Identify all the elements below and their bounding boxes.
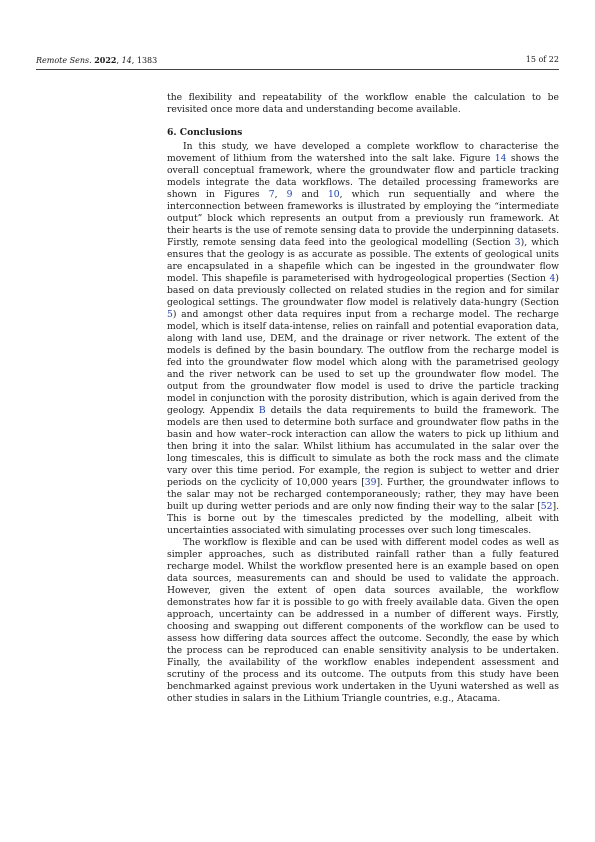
text-run: ]. This is borne out by the timescales predicted by the modelling, albeit with uncertainties associated with simulating processes over such long timescales.	[167, 501, 559, 536]
text-run: details the data requirements to build the framework. The models are then used to determine both surface and groundwater flow paths in the basin and how water–rock interaction can allow the waters to pick up lithium and then bring it into the salar. Whilst lithium has accumulated in the salar over the long timescales, this is difficult to simulate as both the rock mass and the climate vary over this time period. For example, the region is subject to wetter and drier periods on the cyclicity of 10,000 years [	[167, 405, 560, 488]
text-run: ), which ensures that the geology is as accurate as possible. The extents of geological units are encapsulated in a shapefile which can be ingested in the groundwater flow model. This shapefile is parameterised with hydrogeological properties (Section	[167, 237, 559, 284]
figure-link[interactable]: 7	[268, 189, 275, 200]
journal-year: 2022	[94, 55, 117, 65]
figure-link[interactable]: 14	[494, 153, 507, 164]
section-link[interactable]: 4	[549, 273, 556, 284]
citation: Remote Sens. 2022, 14, 1383	[36, 55, 158, 65]
running-header	[36, 55, 559, 70]
text-run: ) based on data previously collected on related studies in the region and for similar geological settings. The groundwater flow model is relatively data-hungry (Section	[167, 273, 559, 308]
text-run: ) and amongst other data requires input from a recharge model. The recharge model, which is itself data-intense, relies on rainfall and potential evaporation data, along with land use, DEM, and the drainage or river network. The extent of the models is defined by the basin boundary. The outflow from the recharge model is fed into the groundwater flow model which along with the parametrised geology and the river network can be used to set up the groundwater flow model. The output from the groundwater flow model is used to drive the particle tracking model in conjunction with the porosity distribution, which is again derived from the geology. Appendix	[167, 309, 559, 416]
journal-volume: 14	[121, 56, 132, 65]
intro-paragraph: the flexibility and repeatability of the workflow enable the calculation to be revisited once more data and understanding become available.	[167, 92, 559, 115]
section-heading: 6. Conclusions	[167, 127, 243, 138]
text-run: , which run sequentially and where the interconnection between frameworks is illustrated by employing the “intermediate output” block which represents an output from a previously run framework. At their hearts is the use of remote sensing data to provide the underpinning datasets. Firstly, remote sensing data feed into the geological modelling (Section	[167, 189, 559, 248]
section-link[interactable]: 5	[167, 309, 173, 320]
journal-name: Remote Sens.	[36, 56, 92, 65]
body-text	[167, 92, 559, 705]
text-run: In this study, we have developed a complete workflow to characterise the movement of lithium from the watershed into the salt lake. Figure	[167, 141, 559, 164]
figure-link[interactable]: 10	[327, 189, 340, 200]
figure-link[interactable]: 9	[286, 189, 293, 200]
text-run: shows the overall conceptual framework, where the groundwater flow and particle tracking models integrate the data workflows. The detailed processing frameworks are shown in Figures	[167, 153, 559, 200]
appendix-link[interactable]: B	[258, 405, 266, 416]
conclusions-paragraph-2: The workflow is flexible and can be used with different model codes as well as simpler approaches, such as distributed rainfall rather than a fully featured recharge model. Whilst the workflow presented here is an example based on open data sources, measurements can and should be used to validate the approach. However, given the extent of open data sources available, the workflow demonstrates how far it is possible to go with freely available data. Given the open approach, uncertainty can be addressed in a number of different ways. Firstly, choosing and swapping out different components of the workflow can be used to assess how differing data sources affect the outcome. Secondly, the ease by which the process can be reproduced can enable sensitivity analysis to be undertaken. Finally, the availability of the workflow enables independent assessment and scrutiny of the process and its outcome. The outputs from this study have been benchmarked against previous work undertaken in the Uyuni watershed as well as other studies in salars in the Lithium Triangle countries, e.g., Atacama.	[167, 537, 559, 704]
text-run: and	[292, 189, 328, 200]
text-run: ,	[274, 189, 287, 200]
section-link[interactable]: 3	[514, 237, 521, 248]
article-number: 1383	[136, 56, 158, 65]
citation-link[interactable]: 52	[540, 501, 553, 512]
citation-link[interactable]: 39	[364, 477, 377, 488]
page-number: 15 of 22	[525, 55, 559, 64]
conclusions-paragraph-1	[167, 141, 559, 537]
text-run: ]. Further, the groundwater inflows to the salar may not be recharged contemporaneously; rather, they may have been built up during wetter periods and are only now finding their way to the salar [	[167, 477, 559, 512]
